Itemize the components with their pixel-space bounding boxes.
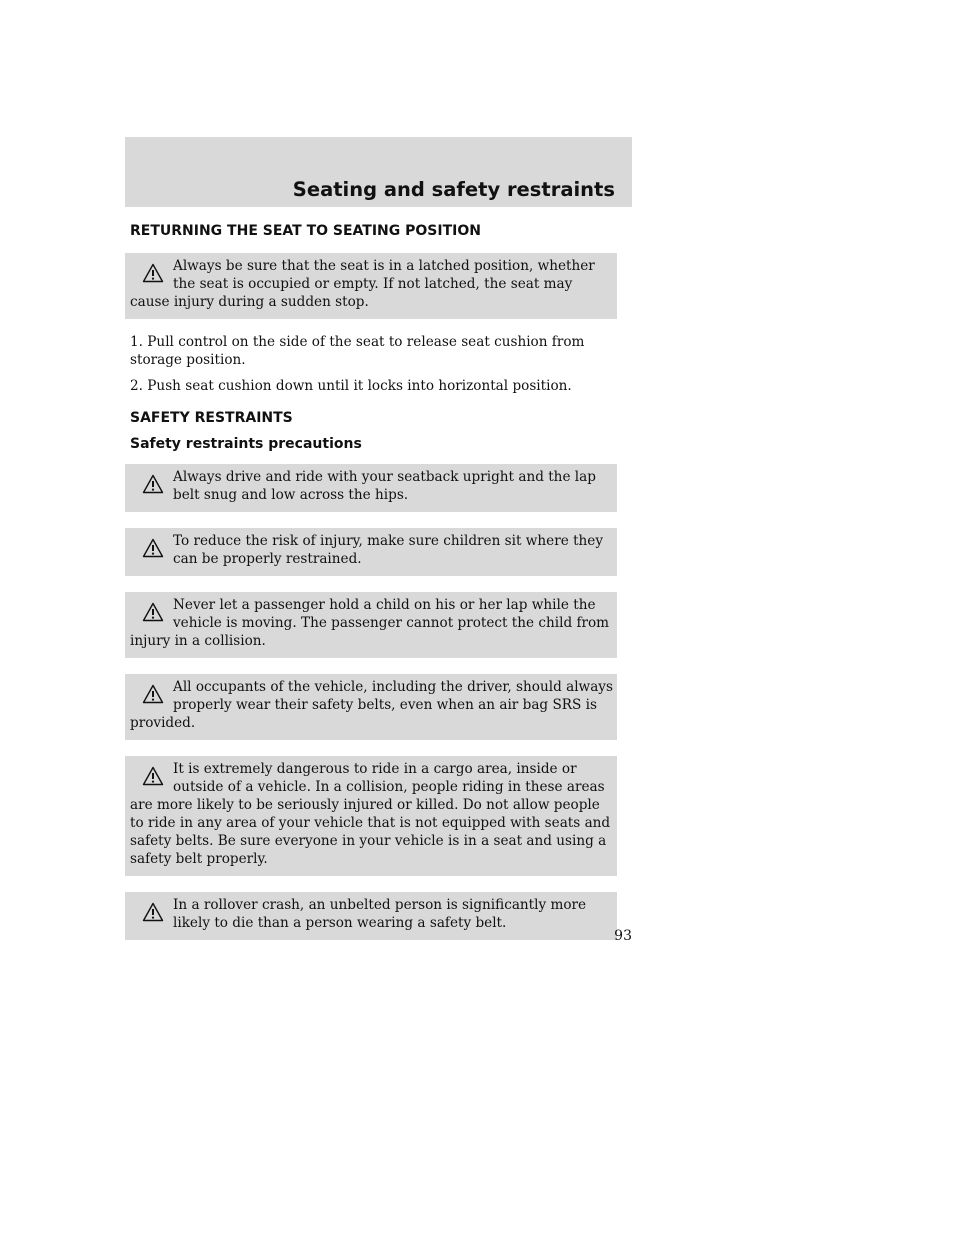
warning-box [125,253,617,319]
heading-safety-restraints: SAFETY RESTRAINTS [130,410,293,426]
warning-triangle-icon [130,468,173,504]
warning-text: Always drive and ride with your seatback upright and the lap belt snug and low across the hips. [173,469,596,503]
warning-text: It is extremely dangerous to ride in a cargo area, inside or outside of a vehicle. In a collision, people riding in these areas are more likely to be seriously injured or killed. Do not allow people to ride in any area of your vehicle that is not equipped with seats and safety belts. Be sure everyone in your vehicle is in a seat and using a safety belt properly. [130,761,611,867]
warning-box [125,528,617,576]
warning-text: To reduce the risk of injury, make sure children sit where they can be properly restrained. [173,533,604,567]
heading-returning-seat: RETURNING THE SEAT TO SEATING POSITION [130,223,481,239]
warning-text: All occupants of the vehicle, including the driver, should always properly wear their safety belts, even when an air bag SRS is provided. [130,679,613,731]
subheading-precautions: Safety restraints precautions [130,436,362,452]
warning-triangle-icon [130,896,173,932]
warning-triangle-icon [130,596,173,632]
header-band [125,137,632,207]
warning-triangle-icon [130,678,173,714]
warning-triangle-icon [130,532,173,568]
warning-triangle-icon [130,257,173,293]
warning-text: Never let a passenger hold a child on his or her lap while the vehicle is moving. The passenger cannot protect the child from injury in a collision. [130,597,610,649]
section-title: Seating and safety restraints [292,178,615,201]
warning-box [125,892,617,940]
warning-triangle-icon [130,760,173,796]
warning-box [125,464,617,512]
warning-box [125,674,617,740]
warning-box [125,592,617,658]
page-content [130,222,630,940]
warning-box [125,756,617,876]
page-number: 93 [614,928,632,944]
warning-text: Always be sure that the seat is in a latched position, whether the seat is occupied or empty. If not latched, the seat may cause injury during a sudden stop. [130,258,595,310]
step-2: 2. Push seat cushion down until it locks into horizontal position. [130,378,572,394]
step-1: 1. Pull control on the side of the seat to release seat cushion from storage position. [130,334,585,368]
warning-text: In a rollover crash, an unbelted person is significantly more likely to die than a person wearing a safety belt. [173,897,587,931]
